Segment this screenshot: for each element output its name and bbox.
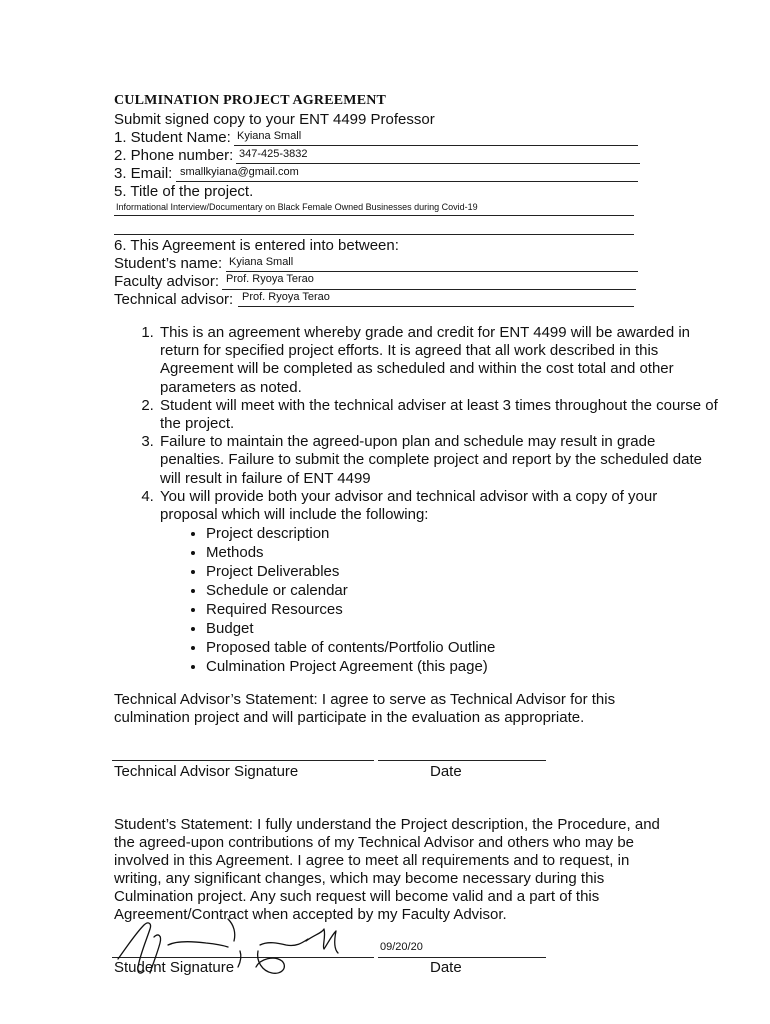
deliverable-item: • Methods (206, 543, 718, 562)
deliverables-list (160, 524, 718, 676)
handwritten-signature (110, 915, 350, 985)
term-item: 2. Student will meet with the technical adviser at least 3 times throughout the course of the project. (158, 397, 718, 433)
email-line (176, 181, 638, 182)
project-title-label: 5. Title of the project. (114, 183, 254, 200)
terms-list (114, 324, 718, 676)
agreement-student-value[interactable]: Kyiana Small (229, 256, 294, 268)
faculty-advisor-line (222, 289, 636, 290)
technical-signature-label: Technical Advisor Signature (114, 763, 299, 780)
student-name-line (234, 145, 638, 146)
phone-label: 2. Phone number: (114, 147, 234, 164)
document-subtitle: Submit signed copy to your ENT 4499 Professor (114, 111, 435, 128)
agreement-student-line (226, 271, 638, 272)
agreement-student-label: Student’s name: (114, 255, 223, 272)
project-title-value[interactable]: Informational Interview/Documentary on Black Female Owned Businesses during Covid-19 (116, 202, 478, 212)
student-date-line[interactable] (378, 957, 546, 958)
student-signature-label: Student Signature (114, 959, 235, 976)
email-value[interactable]: smallkyiana@gmail.com (180, 166, 299, 178)
project-title-line-1 (114, 215, 634, 216)
deliverable-item: • Project Deliverables (206, 562, 718, 581)
technical-advisor-label: Technical advisor: (114, 291, 234, 308)
technical-advisor-value[interactable]: Prof. Ryoya Terao (242, 291, 330, 303)
deliverable-item: • Proposed table of contents/Portfolio Outline (206, 638, 718, 657)
deliverable-item: • Culmination Project Agreement (this page) (206, 657, 718, 676)
student-name-value[interactable]: Kyiana Small (237, 130, 302, 142)
term-item: 1. This is an agreement whereby grade and credit for ENT 4499 will be awarded in return for specified project efforts. It is agreed that all work described in this Agreement will be completed as scheduled and within the cost total and other parameters as noted. (158, 324, 718, 397)
term-item: 4. You will provide both your advisor and technical advisor with a copy of your proposal which will include the following: • Project description • Methods • Project Deliverables • Schedule or calendar • Required Resources • Budget • Proposed table of contents/Portfolio Outline • Culmination Project Agreement (this page) (158, 488, 718, 676)
term-item: 3. Failure to maintain the agreed-upon plan and schedule may result in grade penalties. Failure to submit the complete project and report by the scheduled date will result in failure of ENT 4499 (158, 433, 718, 488)
faculty-advisor-value[interactable]: Prof. Ryoya Terao (226, 273, 314, 285)
technical-advisor-statement: Technical Advisor’s Statement: I agree to serve as Technical Advisor for this culmination project and will participate in the evaluation as appropriate. (114, 691, 616, 726)
faculty-advisor-label: Faculty advisor: (114, 273, 220, 290)
agreement-heading: 6. This Agreement is entered into between: (114, 237, 399, 254)
student-statement: Student’s Statement: I fully understand the Project description, the Procedure, and the agreed-upon contributions of my Technical Advisor and others who may be involved in this Agreement. I agree to meet all requirements and to request, in writing, any significant changes, which may become necessary during this Culmination project. Any such request will become valid and a part of this Agreement/Contract when accepted by my Faculty Advisor. (114, 816, 660, 923)
student-name-label: 1. Student Name: (114, 129, 231, 146)
deliverable-item: • Required Resources (206, 600, 718, 619)
technical-advisor-line (238, 306, 634, 307)
email-label: 3. Email: (114, 165, 173, 182)
project-title-line-2 (114, 234, 634, 235)
technical-date-line[interactable] (378, 760, 546, 761)
phone-value[interactable]: 347-425-3832 (239, 148, 308, 160)
technical-date-label: Date (430, 763, 462, 780)
phone-line (236, 163, 640, 164)
student-date-label: Date (430, 959, 462, 976)
technical-signature-line[interactable] (112, 760, 374, 761)
deliverable-item: • Project description (206, 524, 718, 543)
student-date-value[interactable]: 09/20/20 (380, 941, 423, 953)
deliverable-item: • Schedule or calendar (206, 581, 718, 600)
deliverable-item: • Budget (206, 619, 718, 638)
document-title: CULMINATION PROJECT AGREEMENT (114, 93, 387, 108)
